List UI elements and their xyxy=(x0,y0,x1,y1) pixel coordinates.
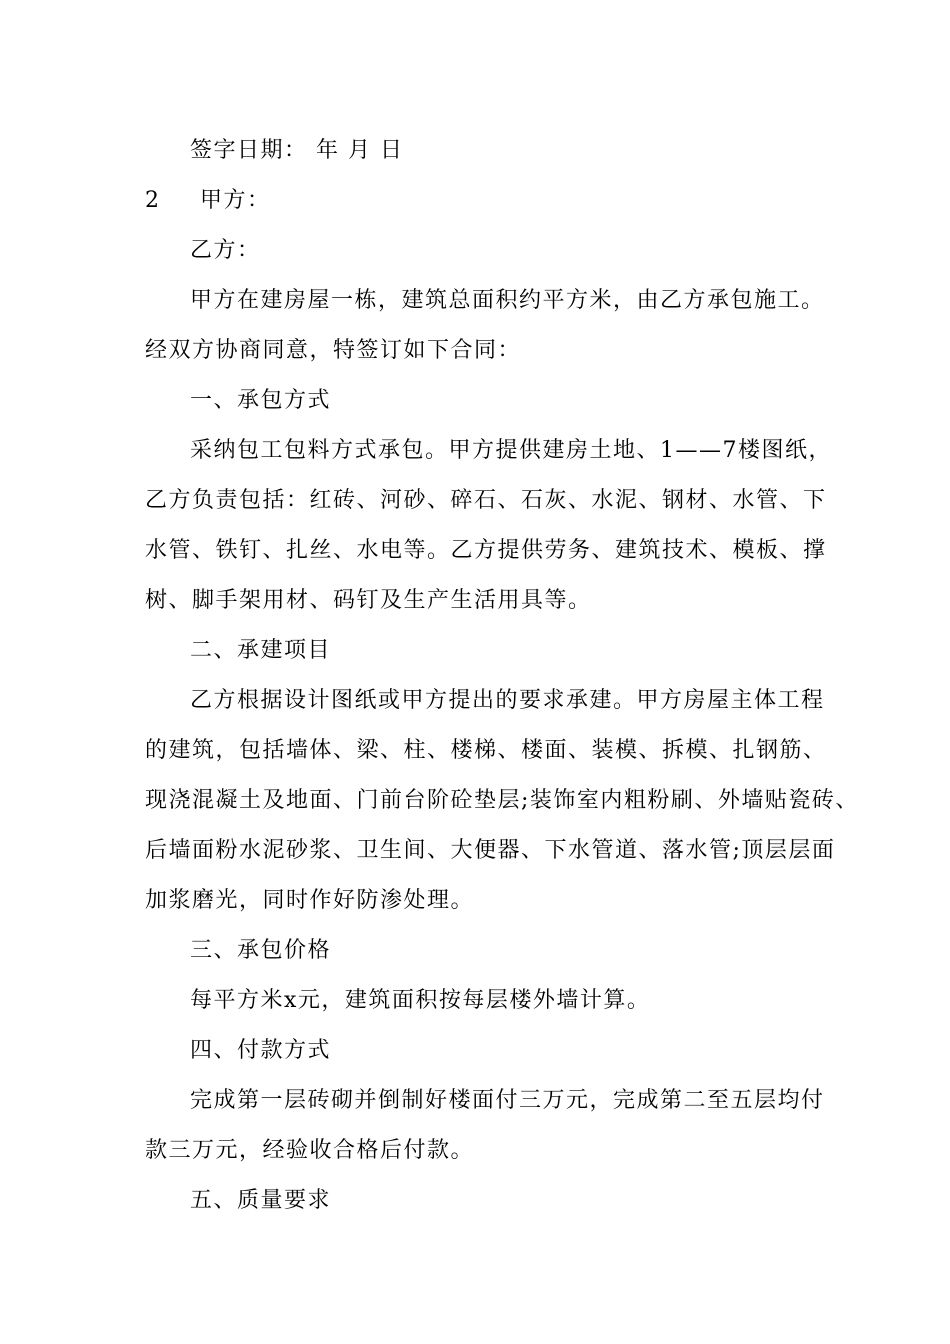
section-2-line-1: 乙方根据设计图纸或甲方提出的要求承建。甲方房屋主体工程 xyxy=(190,688,825,713)
section-5-heading: 五、质量要求 xyxy=(190,1188,332,1213)
section-1-line-4: 树、脚手架用材、码钉及生产生活用具等。 xyxy=(145,588,592,613)
section-2-line-3: 现浇混凝土及地面、门前台阶砼垫层;装饰室内粗粉刷、外墙贴瓷砖、 xyxy=(145,788,859,813)
party-a-label: 甲方： xyxy=(200,188,271,213)
section-2-heading: 二、承建项目 xyxy=(190,638,332,663)
section-3-heading: 三、承包价格 xyxy=(190,938,332,963)
section-2-line-4: 后墙面粉水泥砂浆、卫生间、大便器、下水管道、落水管;顶层层面 xyxy=(145,838,836,863)
section-4-heading: 四、付款方式 xyxy=(190,1038,332,1063)
section-1-line-1: 采纳包工包料方式承包。甲方提供建房土地、1——7楼图纸， xyxy=(190,438,832,463)
party-b-label: 乙方： xyxy=(190,238,261,263)
section-2-line-2: 的建筑，包括墙体、梁、柱、楼梯、楼面、装模、拆模、扎钢筋、 xyxy=(145,738,827,763)
section-3-line-1: 每平方米x元，建筑面积按每层楼外墙计算。 xyxy=(190,988,651,1013)
section-4-line-1: 完成第一层砖砌并倒制好楼面付三万元，完成第二至五层均付 xyxy=(190,1088,825,1113)
item-number: 2 xyxy=(145,188,159,213)
section-1-line-3: 水管、铁钉、扎丝、水电等。乙方提供劳务、建筑技术、模板、撑 xyxy=(145,538,827,563)
section-1-heading: 一、承包方式 xyxy=(190,388,332,413)
intro-paragraph-line-2: 经双方协商同意，特签订如下合同： xyxy=(145,338,522,363)
section-1-line-2: 乙方负责包括：红砖、河砂、碎石、石灰、水泥、钢材、水管、下 xyxy=(145,488,827,513)
sign-date-line: 签字日期： 年 月 日 xyxy=(190,138,404,163)
section-2-line-5: 加浆磨光，同时作好防渗处理。 xyxy=(145,888,475,913)
intro-paragraph-line-1: 甲方在建房屋一栋，建筑总面积约平方米，由乙方承包施工。 xyxy=(190,288,825,313)
section-4-line-2: 款三万元，经验收合格后付款。 xyxy=(145,1138,475,1163)
